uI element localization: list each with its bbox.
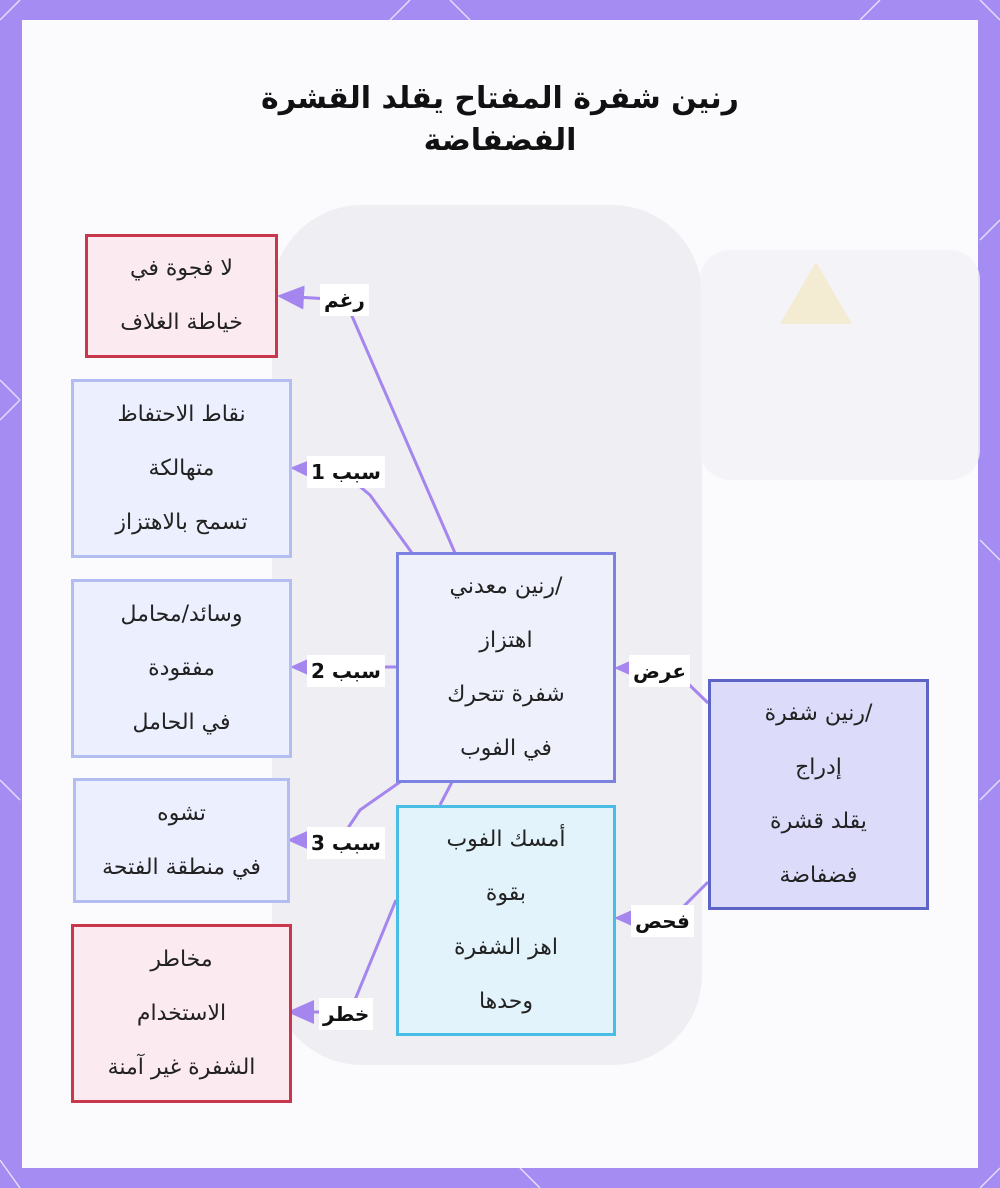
node-metal-rattle — [396, 552, 616, 783]
node-blade-rattle-symptom-text: رنين شفرة/ إدراج يقلد قشرة فضفاضة — [764, 700, 873, 888]
edge-label-despite: رغم — [320, 284, 369, 316]
edge-label-cause1: سبب 1 — [307, 456, 385, 488]
node-no-seam-gap — [85, 234, 278, 358]
node-slot-deformation — [73, 778, 290, 903]
node-slot-deformation-text: تشوه في منطقة الفتحة — [102, 800, 261, 880]
node-no-seam-gap-text: لا فجوة في خياطة الغلاف — [120, 256, 243, 335]
node-usage-risk — [71, 924, 292, 1103]
edge-label-cause3: سبب 3 — [307, 827, 385, 859]
edge-label-cause2: سبب 2 — [307, 655, 385, 687]
node-metal-rattle-text: رنين معدني/ اهتزاز شفرة تتحرك في الفوب — [447, 573, 565, 761]
edge-despite — [280, 296, 455, 553]
node-blade-rattle-symptom — [708, 679, 929, 910]
edge-label-test: فحص — [631, 905, 694, 937]
node-missing-pads-text: وسائد/محامل مفقودة في الحامل — [120, 601, 243, 735]
node-hold-and-shake-check-text: أمسك الفوب بقوة اهز الشفرة وحدها — [446, 826, 566, 1014]
edge-label-danger: خطر — [319, 998, 373, 1030]
diagram-title-text: رنين شفرة المفتاح يقلد القشرة الفضفاضة — [261, 81, 739, 158]
node-worn-retention-points — [71, 379, 292, 558]
edge-label-show: عرض — [629, 655, 690, 687]
node-missing-pads — [71, 579, 292, 758]
edge-danger — [440, 782, 452, 805]
node-hold-and-shake-check — [396, 805, 616, 1036]
node-worn-retention-points-text: نقاط الاحتفاظ متهالكة تسمح بالاهتزاز — [115, 401, 248, 535]
node-usage-risk-text: مخاطر الاستخدام الشفرة غير آمنة — [107, 946, 256, 1080]
